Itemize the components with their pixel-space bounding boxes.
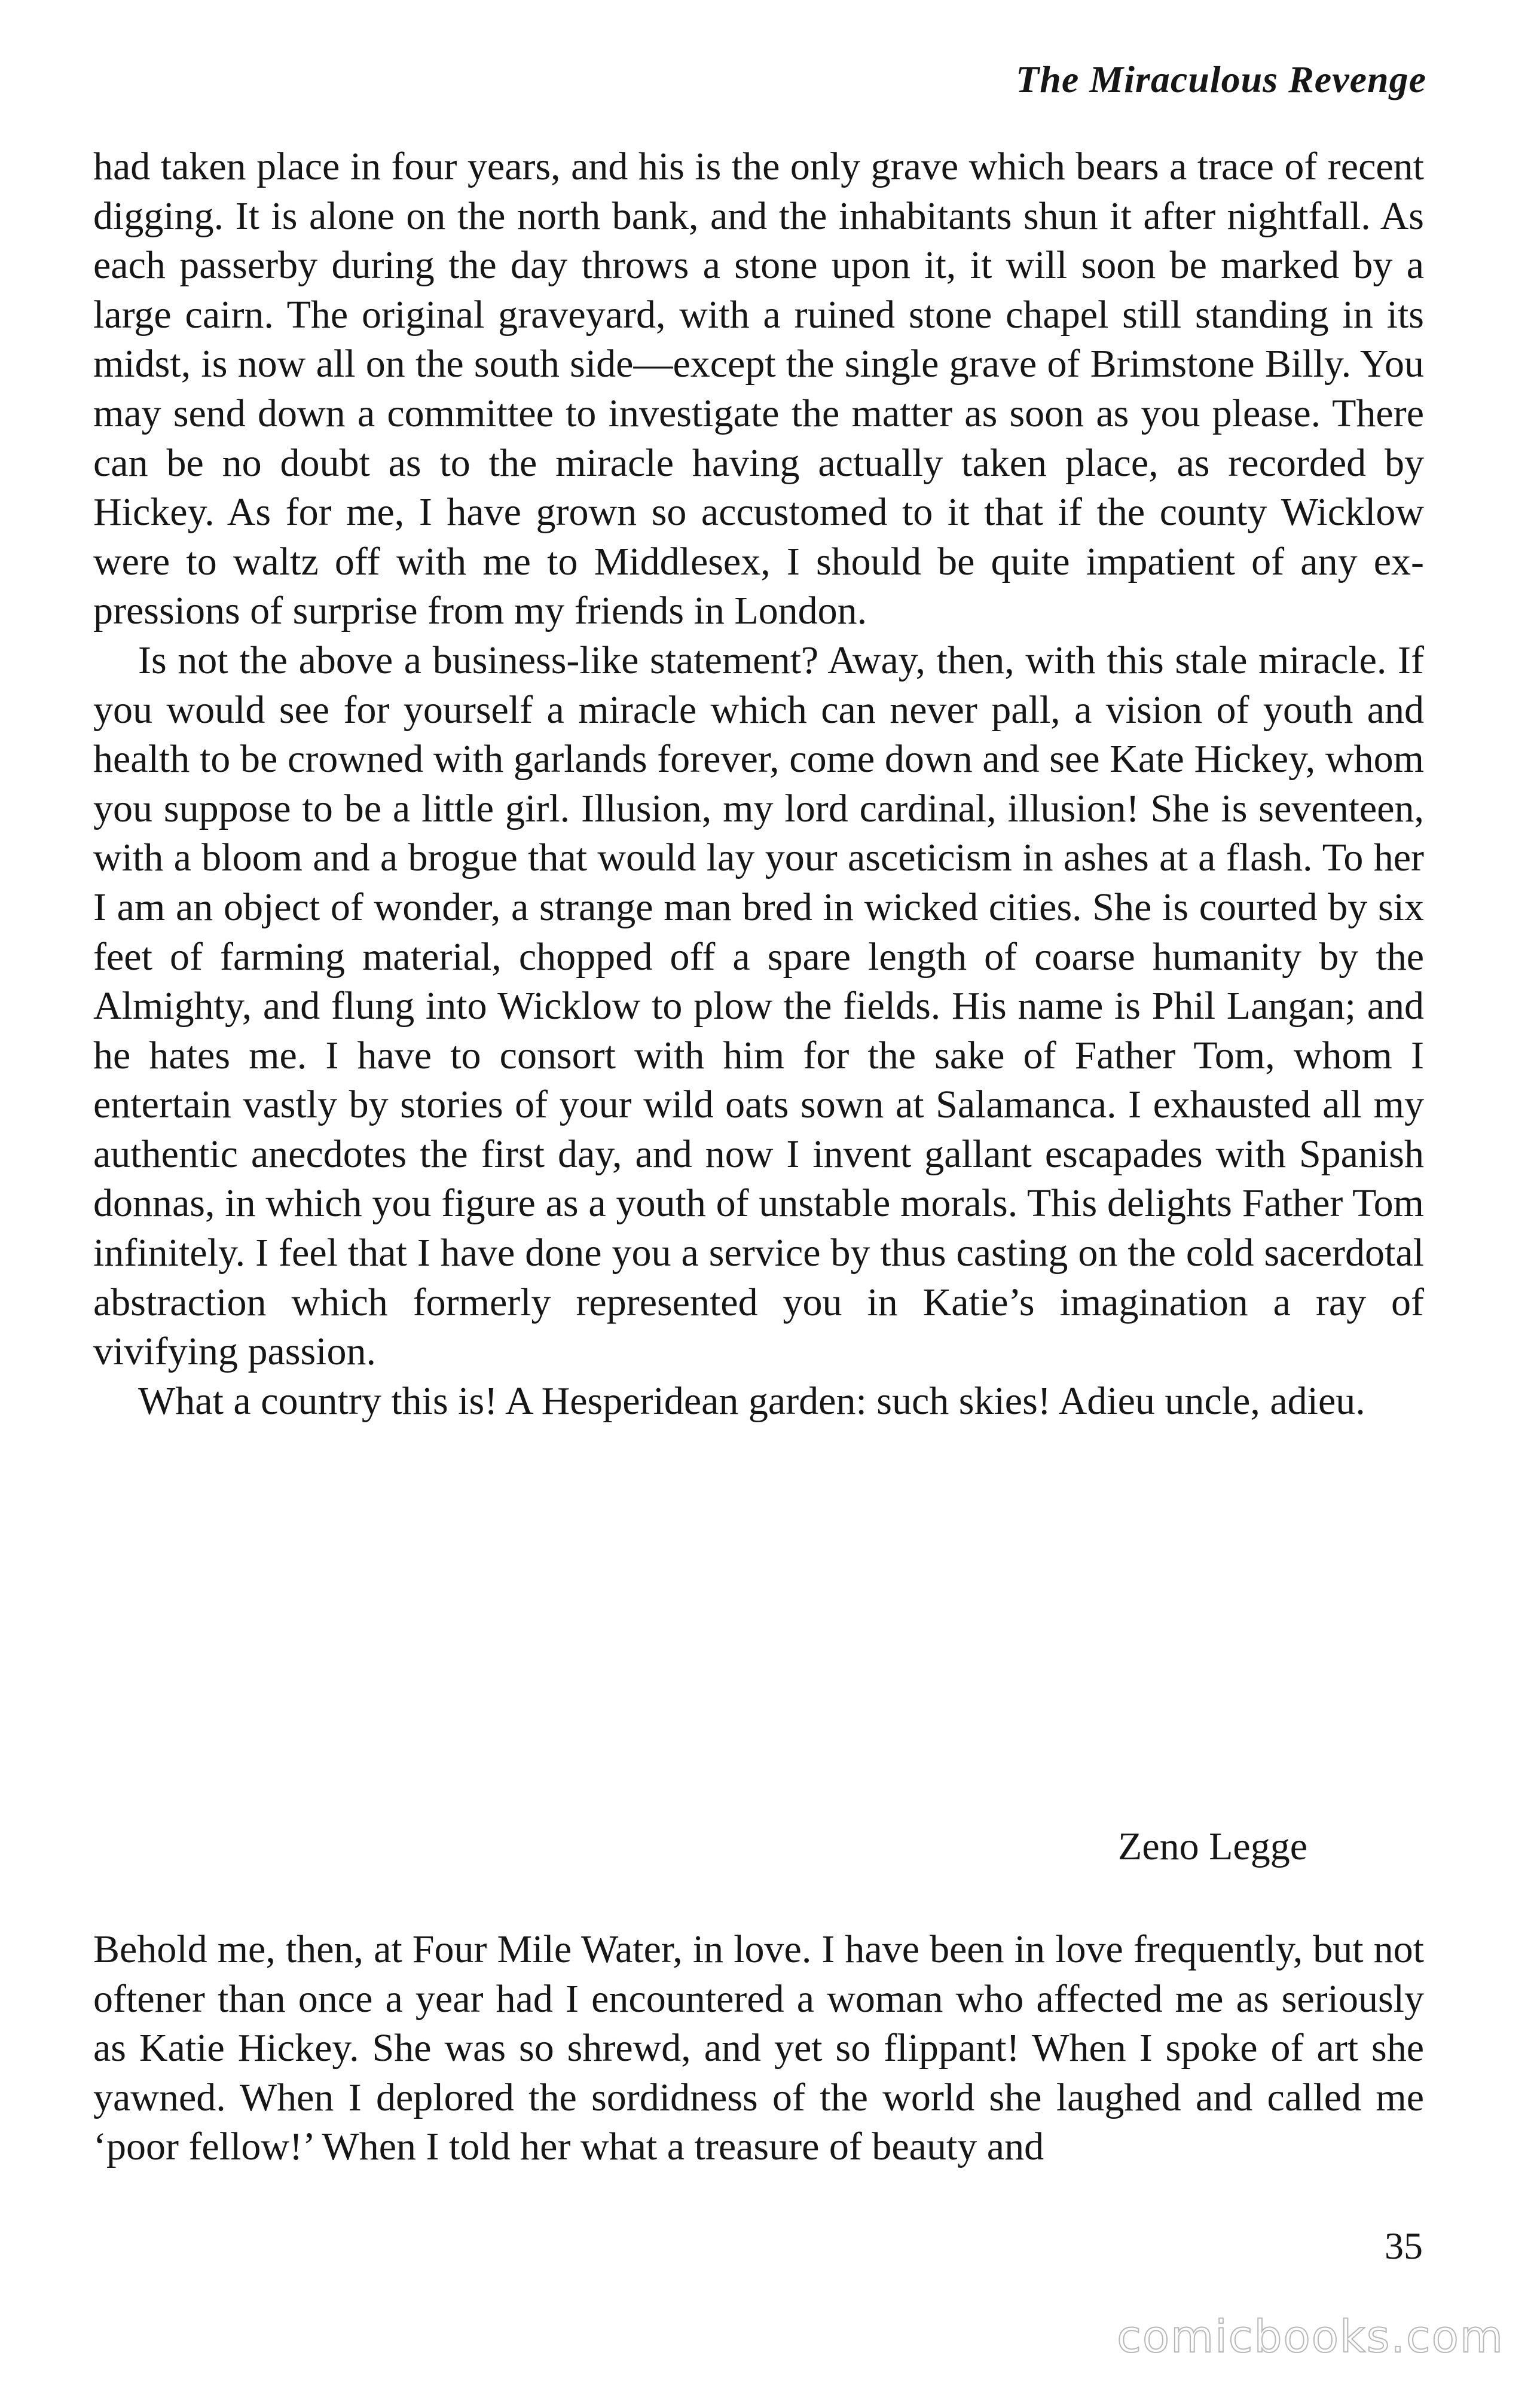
watermark-logo: comicbooks.com — [1117, 2311, 1504, 2363]
letter-paragraph-3: What a country this is! A Hesperidean garden: such skies! Adieu uncle, adieu. — [138, 1379, 1365, 1423]
running-title: The Miraculous Revenge — [1016, 58, 1426, 100]
narrative-paragraph: Behold me, then, at Four Mile Water, in love. I have been in love frequently, but not oftener than once a year had I encountered a woman who affected me as seriously as Katie Hickey. She was so shrewd, and yet so flippant! When I spoke of art she yawned. When I deplored the sordidness of the world she laughed and called me ‘poor fellow!’ When I told her what a treasure of beauty and — [93, 1927, 1424, 2169]
letter-signature: Zeno Legge — [1118, 1825, 1308, 1868]
letter-paragraph-2: Is not the above a business-like statement? Away, then, with this stale miracle. If you would see for yourself a miracle which can never pall, a vision of youth and health to be crowned with garlands forever, come down and see Kate Hickey, whom you suppose to be a little girl. Illusion, my lord cardinal, illusion! She is seventeen, with a bloom and a brogue that would lay your asceticism in ashes at a flash. To her I am an object of wonder, a strange man bred in wicked cities. She is courted by six feet of farming material, chopped off a spare length of coarse humanity by the Almighty, and flung into Wicklow to plow the fields. His name is Phil Langan; and he hates me. I have to consort with him for the sake of Father Tom, whom I entertain vastly by stories of your wild oats sown at Salamanca. I exhausted all my authentic anecdotes the first day, and now I invent gallant escapades with Spanish donnas, in which you figure as a youth of unstable morals. This delights Father Tom infinitely. I feel that I have done you a service by thus casting on the cold sacerdotal abstraction which formerly represented you in Katie’s imagination a ray of vivifying passion. — [93, 638, 1424, 1374]
page-number: 35 — [1385, 2225, 1423, 2267]
letter-body — [93, 142, 1424, 1426]
narrative-section — [93, 1925, 1424, 2172]
letter-paragraph-1: had taken place in four years, and his is the only grave which bears a trace of recent digging. It is alone on the north bank, and the inhabitants shun it after nightfall. As each passerby during the day throws a stone upon it, it will soon be marked by a large cairn. The original graveyard, with a ruined stone chapel still standing in its midst, is now all on the south side—except the single grave of Brimstone Billy. You may send down a committee to investigate the matter as soon as you please. There can be no doubt as to the miracle having actually taken place, as recorded by Hickey. As for me, I have grown so accustomed to it that if the county Wicklow were to waltz off with me to Middlesex, I should be quite impatient of any expressions of surprise from my friends in London. — [93, 145, 1424, 633]
